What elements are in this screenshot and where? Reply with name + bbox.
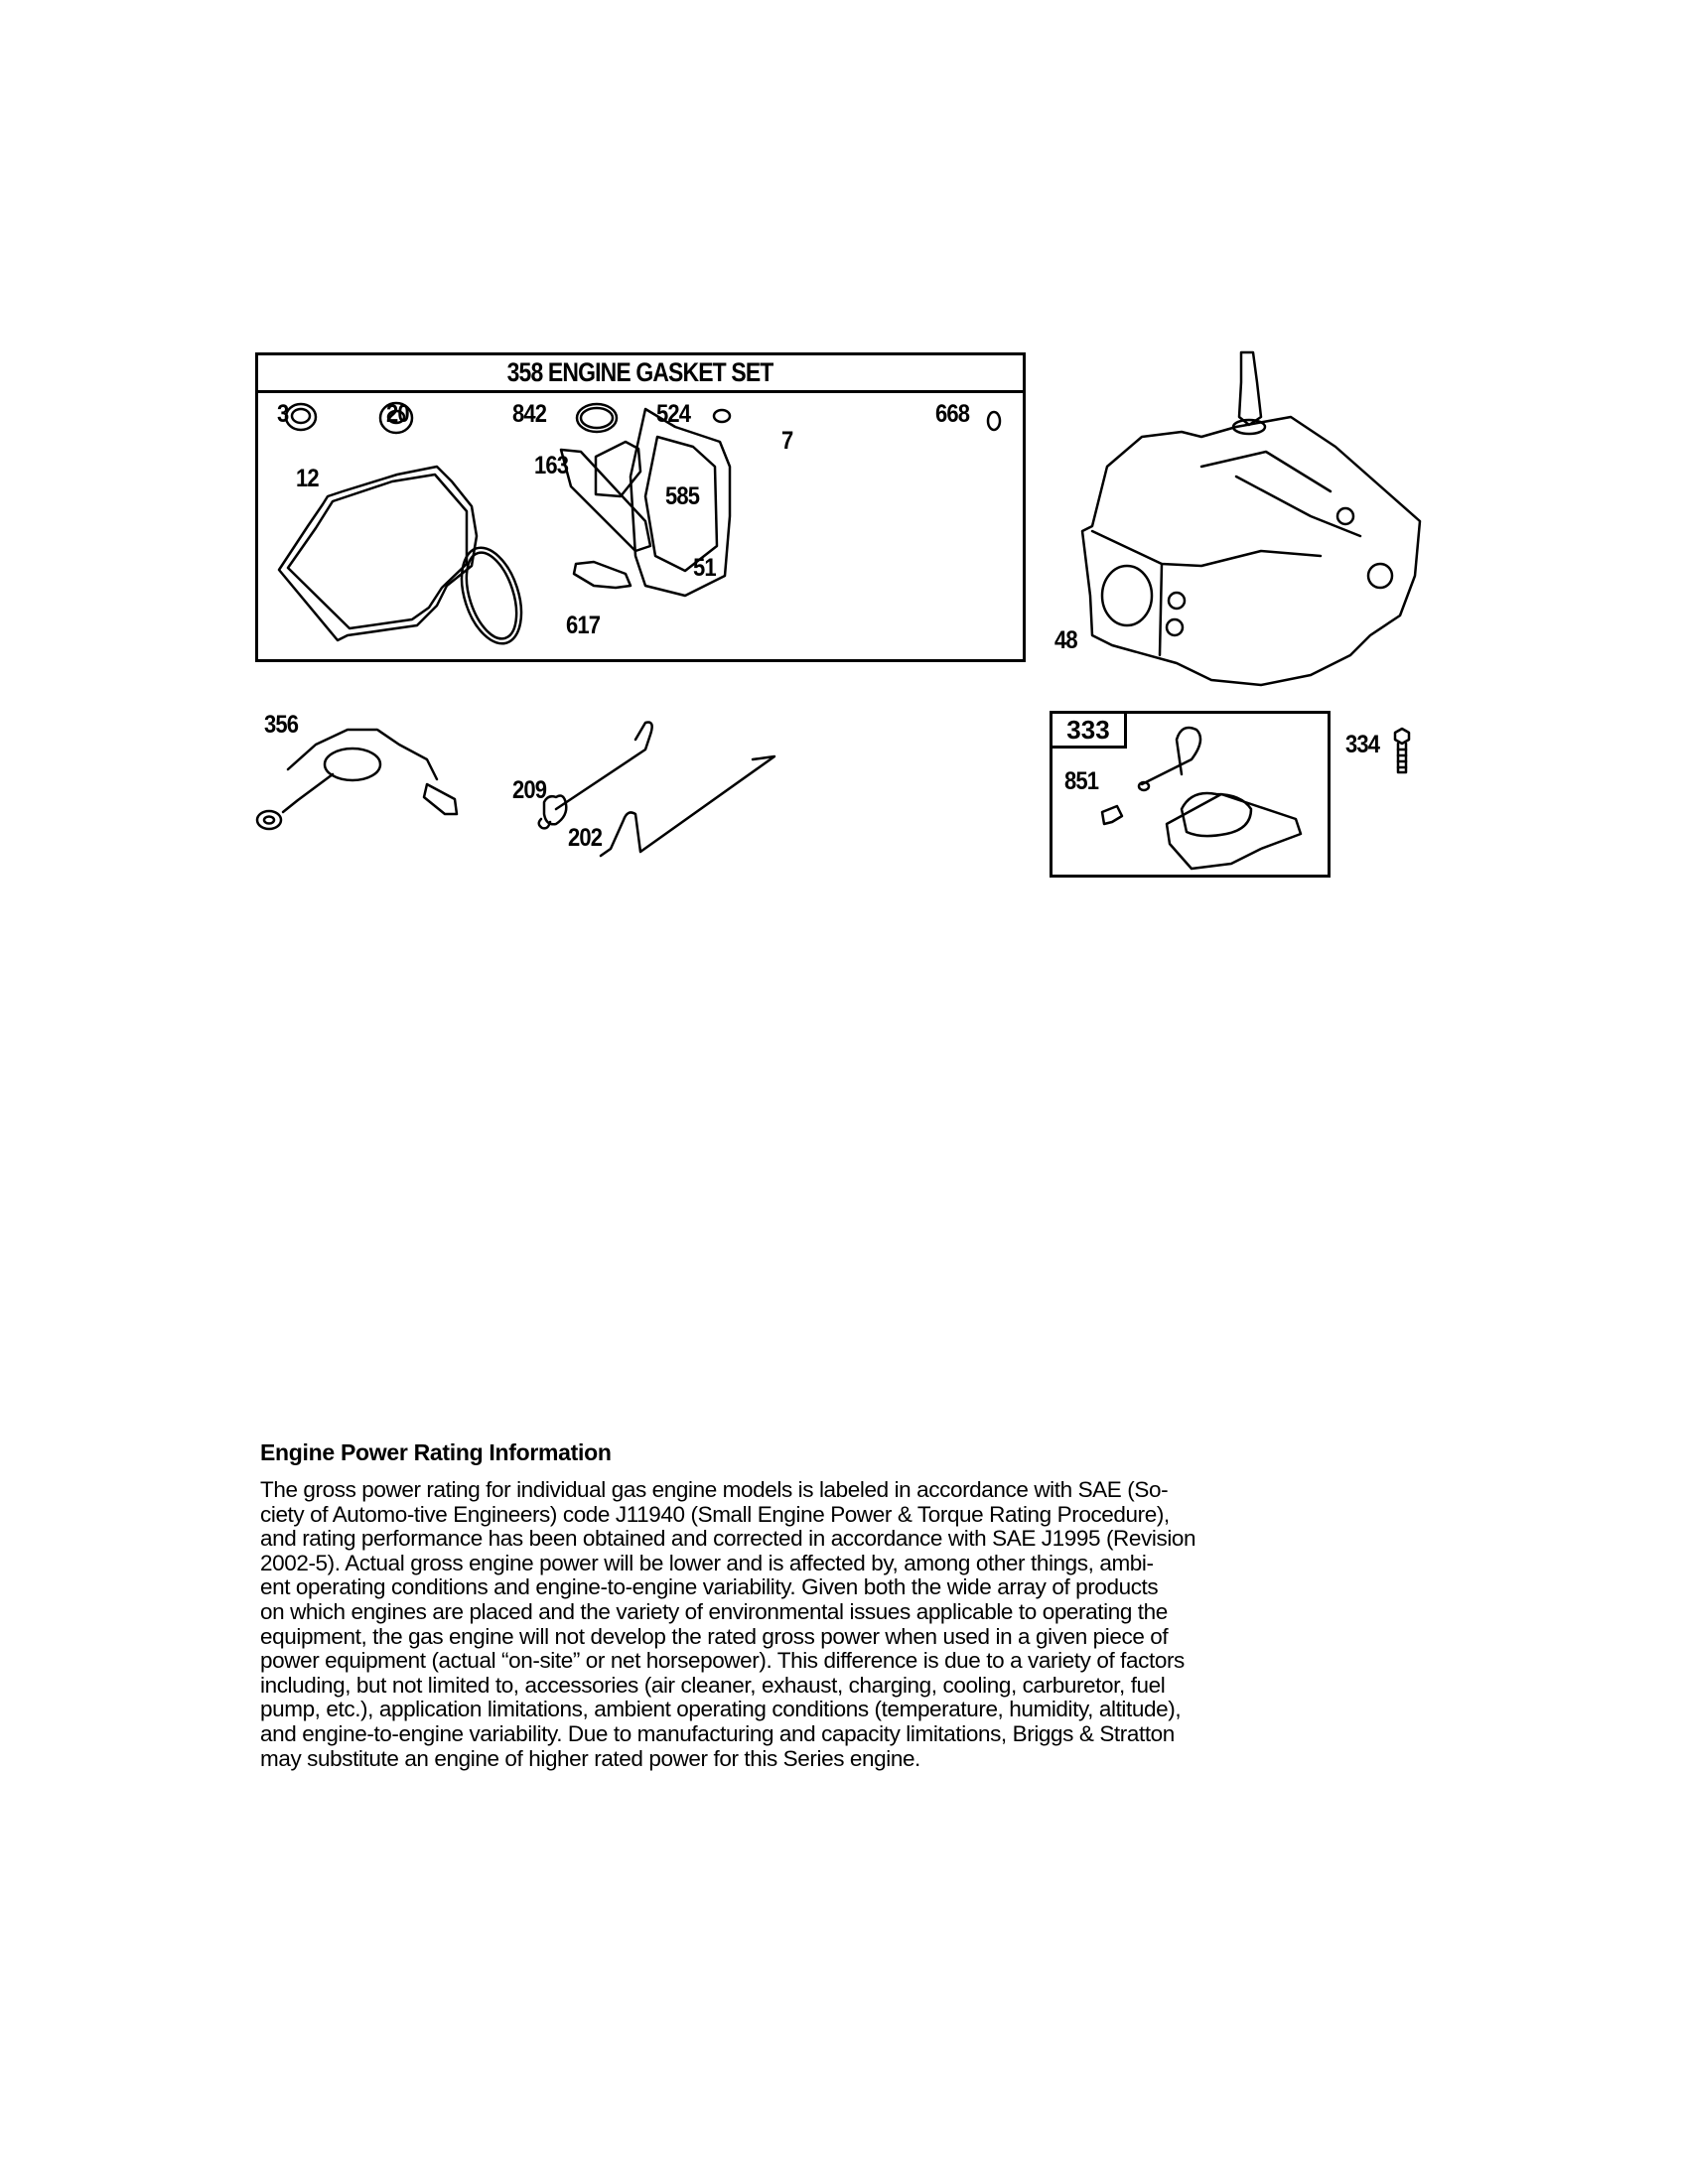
paragraph-line: may substitute an engine of higher rated power for this Series engine. (260, 1745, 920, 1771)
paragraph-line: ent operating conditions and engine-to-engine variability. Given both the wide array of products (260, 1574, 1159, 1600)
part-label-356: 356 (264, 711, 299, 739)
paragraph-line: on which engines are placed and the variety of environmental issues applicable to operating the (260, 1598, 1168, 1624)
paragraph-line: and rating performance has been obtained and corrected in accordance with SAE J1995 (Revision (260, 1526, 1196, 1552)
part-label-209: 209 (512, 776, 547, 804)
part-label-524: 524 (656, 400, 691, 428)
part-label-202: 202 (568, 824, 603, 852)
armature-label-333: 333 (1052, 714, 1127, 749)
paragraph-line: 2002-5). Actual gross engine power will be lower and is affected by, among other things, ambi- (260, 1550, 1154, 1575)
part-label-12: 12 (296, 465, 319, 492)
paragraph-line: The gross power rating for individual gas engine models is labeled in accordance with SAE (So- (260, 1477, 1169, 1502)
paragraph-line: power equipment (actual “on-site” or net horsepower). This difference is due to a variety of factors (260, 1648, 1185, 1674)
power-rating-section (260, 1439, 1402, 1771)
paragraph-line: including, but not limited to, accessories (air cleaner, exhaust, charging, cooling, carburetor, fuel (260, 1672, 1166, 1698)
part-label-20: 20 (386, 400, 409, 428)
part-label-585: 585 (665, 482, 700, 510)
screw-icon (0, 0, 1684, 893)
paragraph-line: ciety of Automo-tive Engineers) code J11940 (Small Engine Power & Torque Rating Procedure), (260, 1501, 1170, 1527)
part-label-3: 3 (277, 400, 289, 428)
part-label-163: 163 (534, 452, 569, 479)
part-label-851: 851 (1064, 767, 1099, 795)
part-label-842: 842 (512, 400, 547, 428)
part-label-48: 48 (1054, 626, 1077, 654)
part-label-617: 617 (566, 612, 601, 639)
part-label-51: 51 (693, 554, 716, 582)
part-label-334: 334 (1345, 731, 1380, 758)
power-rating-heading: Engine Power Rating Information (260, 1439, 612, 1465)
gasket-set-title: 358 ENGINE GASKET SET (258, 355, 1023, 393)
paragraph-line: pump, etc.), application limitations, ambient operating conditions (temperature, humidity, altitude), (260, 1697, 1182, 1722)
part-label-7: 7 (781, 427, 793, 455)
part-label-668: 668 (935, 400, 970, 428)
paragraph-line: and engine-to-engine variability. Due to manufacturing and capacity limitations, Briggs & Stratton (260, 1720, 1175, 1746)
paragraph-line: equipment, the gas engine will not develop the rated gross power when used in a given piece of (260, 1623, 1169, 1649)
